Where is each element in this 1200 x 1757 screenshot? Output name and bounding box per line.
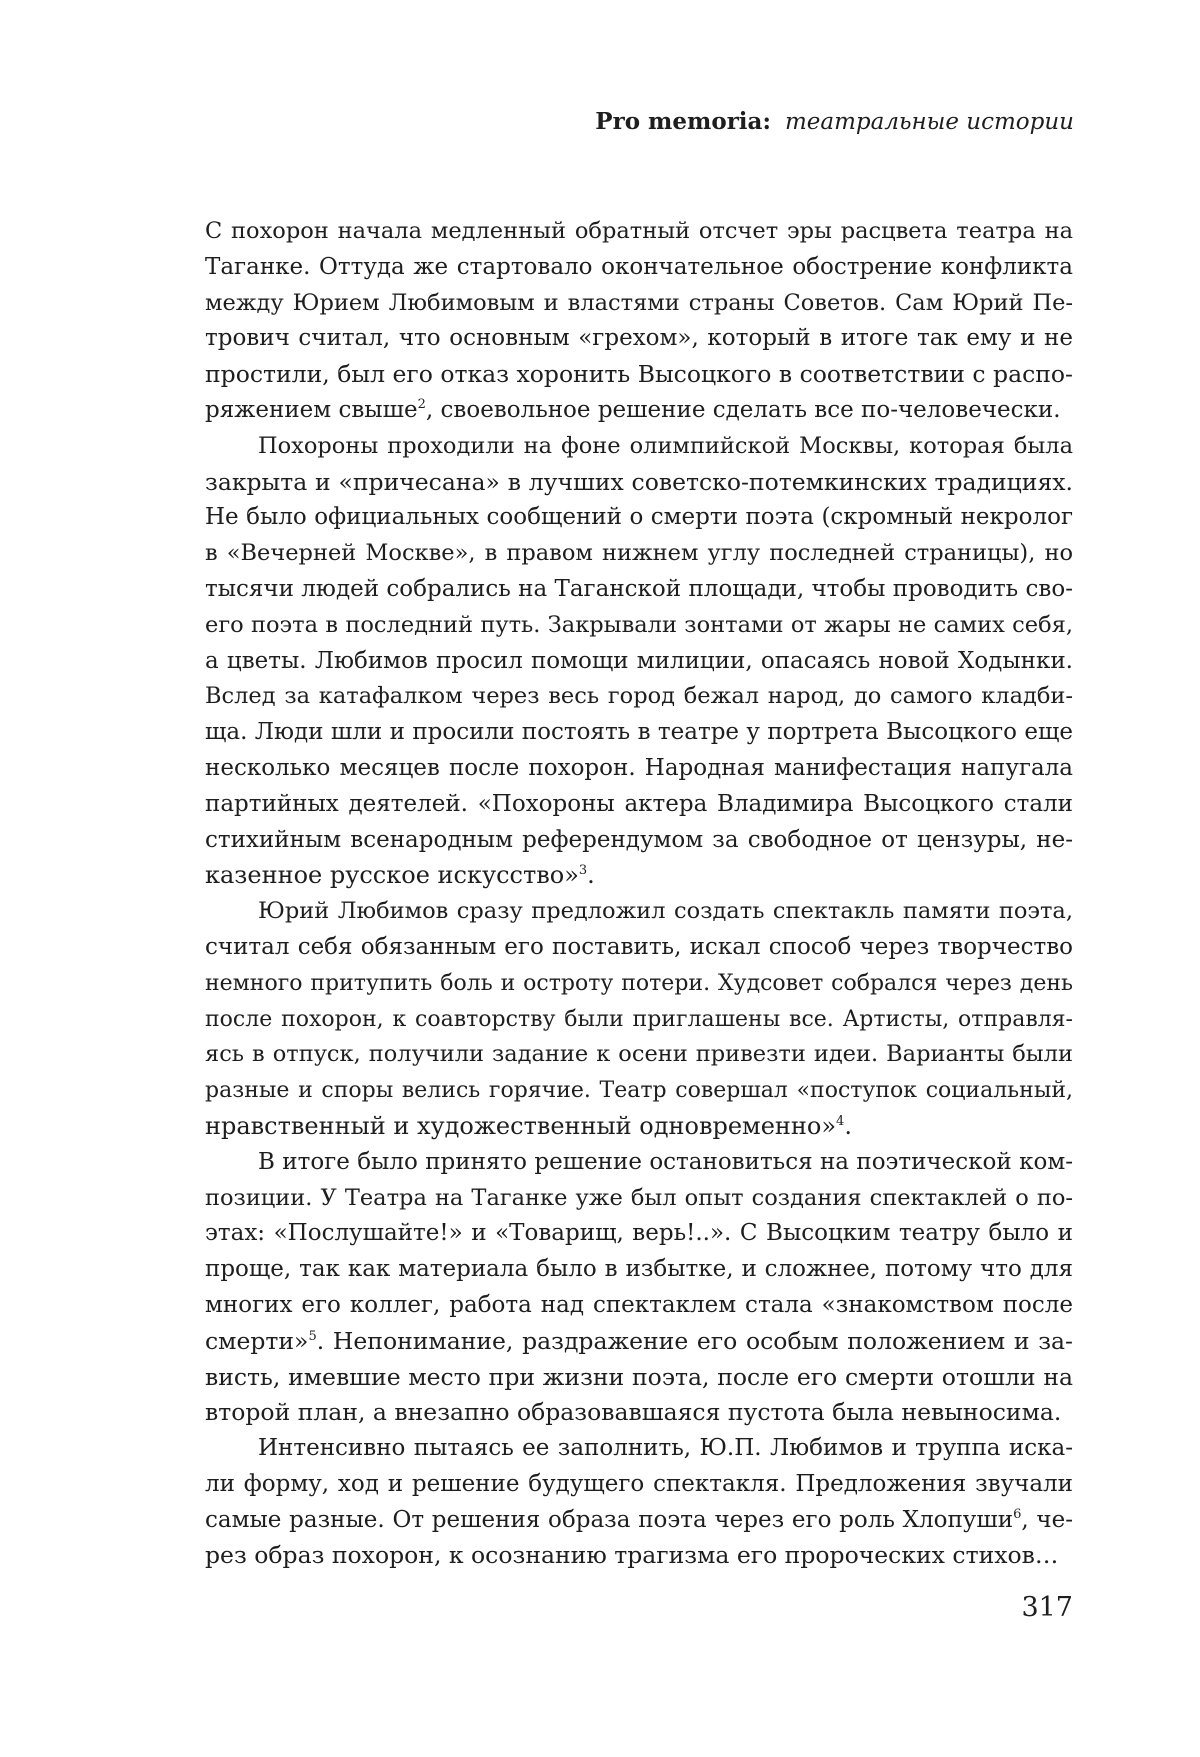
text-line bbox=[205, 1360, 1073, 1396]
text-line bbox=[205, 1288, 1073, 1324]
text-line bbox=[205, 1216, 1073, 1252]
line-text: простили, был его отказ хоронить Высоцкого в соответствии с распо- bbox=[205, 360, 1073, 388]
text-line bbox=[205, 321, 1073, 357]
line-text: партийных деятелей. «Похороны актера Владимира Высоцкого стали bbox=[205, 791, 1073, 817]
footnote-ref: 3 bbox=[579, 863, 587, 878]
text-line bbox=[205, 1002, 1073, 1038]
line-text: Вслед за катафалком через весь город бежал народ, до самого кладби- bbox=[205, 683, 1073, 709]
text-line bbox=[205, 930, 1073, 966]
line-text: Интенсивно пытаясь ее заполнить, Ю.П. Любимов и труппа иска- bbox=[258, 1435, 1073, 1461]
text-line bbox=[205, 357, 1073, 393]
text-line bbox=[205, 1109, 1073, 1145]
text-line bbox=[205, 1181, 1073, 1217]
text-line bbox=[205, 679, 1073, 715]
line-text: казенное русское искусство» bbox=[205, 861, 579, 889]
line-text: стихийным всенародным референдумом за свободное от цензуры, не- bbox=[205, 827, 1073, 853]
line-text: ясь в отпуск, получили задание к осени привезти идеи. Варианты были bbox=[205, 1041, 1073, 1067]
line-text: рез образ похорон, к осознанию трагизма его пророческих стихов… bbox=[205, 1541, 1058, 1569]
text-line bbox=[205, 1037, 1073, 1073]
text-line bbox=[205, 1073, 1073, 1109]
line-text: самые разные. От решения образа поэта через его роль Хлопуши bbox=[205, 1507, 1013, 1533]
line-text: разные и споры велись горячие. Театр совершал «поступок социальный, bbox=[205, 1078, 1073, 1103]
text-line bbox=[205, 465, 1073, 501]
line-text: Юрий Любимов сразу предложил создать спектакль памяти поэта, bbox=[258, 898, 1073, 924]
line-text: , своевольное решение сделать все по-человечески. bbox=[426, 397, 1061, 423]
line-text: позиции. У Театра на Таганке уже был опыт создания спектаклей о по- bbox=[205, 1185, 1073, 1211]
line-text: ща. Люди шли и просили постоять в театре у портрета Высоцкого еще bbox=[205, 719, 1073, 745]
line-text: нравственный и художественный одновременно» bbox=[205, 1112, 836, 1140]
line-text: В итоге было принято решение остановиться на поэтической ком- bbox=[258, 1149, 1073, 1175]
series-subtitle: театральные истории bbox=[785, 109, 1074, 135]
text-line bbox=[205, 250, 1073, 286]
footnote-ref: 4 bbox=[836, 1114, 844, 1129]
line-text: этах: «Послушайте!» и «Товарищ, верь!..». С Высоцким театру было и bbox=[205, 1220, 1073, 1246]
text-line bbox=[205, 608, 1073, 644]
text-line bbox=[205, 715, 1073, 751]
body-text bbox=[205, 214, 1073, 1574]
line-text: второй план, а внезапно образовавшаяся пустота была невыносима. bbox=[205, 1398, 1061, 1426]
line-text: а цветы. Любимов просил помощи милиции, опасаясь новой Ходынки. bbox=[205, 648, 1073, 674]
text-line bbox=[205, 429, 1073, 465]
line-text: С похорон начала медленный обратный отсчет эры расцвета театра на bbox=[205, 218, 1073, 244]
series-title: Pro memoria: bbox=[595, 108, 771, 135]
line-text: Не было официальных сообщений о смерти поэта (скромный некролог bbox=[205, 504, 1073, 530]
text-line bbox=[205, 393, 1073, 429]
text-line bbox=[205, 1503, 1073, 1539]
line-text: ли форму, ход и решение будущего спектакля. Предложения звучали bbox=[205, 1471, 1073, 1497]
line-text: несколько месяцев после похорон. Народная манифестация напугала bbox=[205, 755, 1073, 781]
line-text: , че- bbox=[1021, 1507, 1073, 1533]
line-text: трович считал, что основным «грехом», который в итоге так ему и не bbox=[205, 325, 1073, 351]
text-line bbox=[205, 787, 1073, 823]
text-line bbox=[205, 1324, 1073, 1360]
text-line bbox=[205, 858, 1073, 894]
text-line bbox=[205, 823, 1073, 859]
line-text: в «Вечерней Москве», в правом нижнем углу последней страницы), но bbox=[205, 540, 1073, 566]
paragraph bbox=[205, 429, 1073, 894]
text-line bbox=[205, 644, 1073, 680]
line-text: висть, имевшие место при жизни поэта, после его смерти отошли на bbox=[205, 1363, 1073, 1391]
line-text: . Непонимание, раздражение его особым положением и за- bbox=[317, 1327, 1073, 1355]
text-line bbox=[205, 1395, 1073, 1431]
paragraph bbox=[205, 1431, 1073, 1574]
line-text: проще, так как материала было в избытке, и сложнее, потому что для bbox=[205, 1256, 1073, 1282]
text-line bbox=[205, 1145, 1073, 1181]
footnote-ref: 6 bbox=[1013, 1507, 1021, 1522]
page-number: 317 bbox=[1021, 1594, 1073, 1621]
line-text: ряжением свыше bbox=[205, 397, 418, 423]
line-text: его поэта в последний путь. Закрывали зонтами от жары не самих себя, bbox=[205, 612, 1073, 638]
text-line bbox=[205, 214, 1073, 250]
text-line bbox=[205, 286, 1073, 322]
line-text: Похороны проходили на фоне олимпийской Москвы, которая была bbox=[258, 433, 1073, 459]
line-text: между Юрием Любимовым и властями страны Советов. Сам Юрий Пе- bbox=[205, 290, 1073, 316]
line-text: смерти» bbox=[205, 1327, 308, 1355]
text-line bbox=[205, 500, 1073, 536]
footnote-ref: 2 bbox=[418, 397, 426, 412]
text-line bbox=[205, 966, 1073, 1002]
text-line bbox=[205, 1467, 1073, 1503]
line-text: тысячи людей собрались на Таганской площади, чтобы проводить сво- bbox=[205, 576, 1073, 602]
text-line bbox=[205, 1252, 1073, 1288]
paragraph bbox=[205, 1145, 1073, 1431]
text-line bbox=[205, 1538, 1073, 1574]
running-header bbox=[595, 110, 1074, 134]
line-text: после похорон, к соавторству были приглашены все. Артисты, отправля- bbox=[205, 1007, 1073, 1032]
line-text: . bbox=[587, 861, 595, 889]
text-line bbox=[205, 894, 1073, 930]
line-text: Таганке. Оттуда же стартовало окончательное обострение конфликта bbox=[205, 254, 1073, 280]
line-text: считал себя обязанным его поставить, искал способ через творчество bbox=[205, 934, 1073, 960]
text-line bbox=[205, 751, 1073, 787]
footnote-ref: 5 bbox=[308, 1329, 316, 1344]
text-line bbox=[205, 536, 1073, 572]
line-text: закрыта и «причесана» в лучших советско-потемкинских традициях. bbox=[205, 468, 1073, 496]
line-text: . bbox=[844, 1112, 852, 1140]
text-line bbox=[205, 1431, 1073, 1467]
paragraph bbox=[205, 894, 1073, 1145]
text-line bbox=[205, 572, 1073, 608]
line-text: многих его коллег, работа над спектаклем стала «знакомством после bbox=[205, 1292, 1073, 1318]
paragraph bbox=[205, 214, 1073, 429]
line-text: немного притупить боль и остроту потери. Худсовет собрался через день bbox=[205, 971, 1073, 996]
